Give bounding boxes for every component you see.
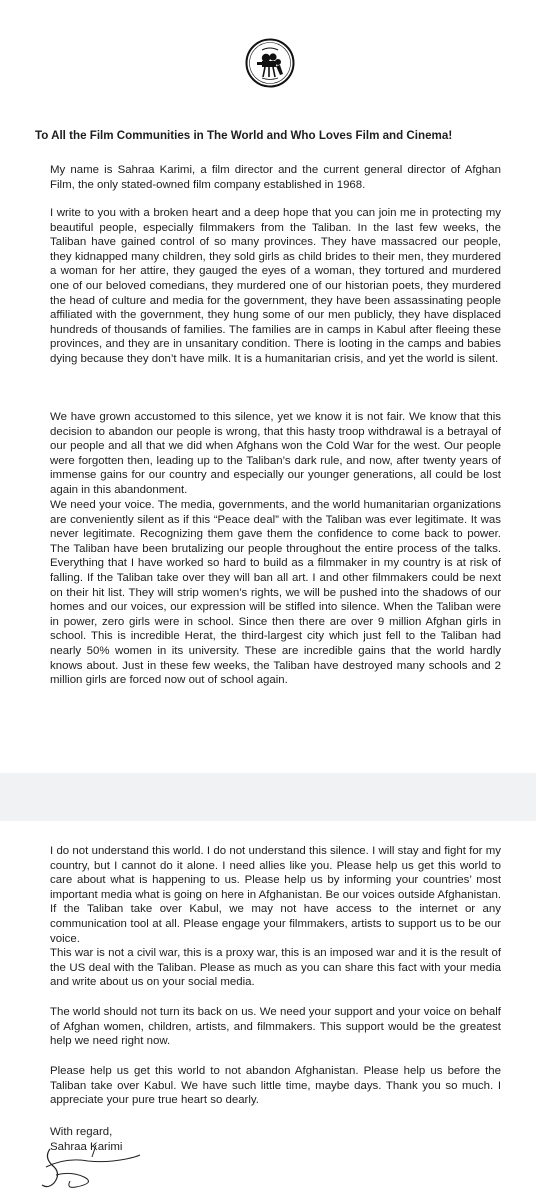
letter-closing [50,1125,122,1155]
paragraph-need-your-voice: We need your voice. The media, governments, and the world humanitarian organizations are conveniently silent as if this “Peace deal” with the Taliban was ever legitimate. It was never legitimate. Recognizing them gave them the confidence to come back to power. The Taliban have been brutalizing our people throughout the entire process of the talks. Everything that I have worked so hard to build as a filmmaker in my country is at risk of falling. If the Taliban take over they will ban all art. I and other filmmakers could be next on their hit list. They will strip women’s rights, we will be pushed into the shadows of our homes and our voices, our expression will be stifled into silence. When the Taliban were in power, zero girls were in school. Since then there are over 9 million Afghan girls in school. This is incredible Herat, the third-largest city which just fell to the Taliban had nearly 50% women in its university. These are incredible gains that the world hardly knows about. Just in these few weeks, the Taliban have destroyed many schools and 2 million girls are forced now out of school again. [50,499,501,687]
paragraph-broken-heart: I write to you with a broken heart and a deep hope that you can join me in protecting my beautiful people, especially filmmakers from the Taliban. In the last few weeks, the Taliban have gained control of so many provinces. They have massacred our people, they kidnapped many children, they sold girls as child brides to their men, they murdered a woman for her attire, they gauged the eyes of a woman, they tortured and murdered one of our beloved comedians, they murdered one of our historian poets, they murdered the head of culture and media for the government, they have been assassinating people affiliated with the government, they hung some of our men publicly, they have displaced hundreds of thousands of families. The families are in camps in Kabul after fleeing these provinces, and they are in unsanitary condition. There is looting in the camps and babies dying because they don’t have milk. It is a humanitarian crisis, and yet the world is silent. [50,207,501,365]
paragraph-introduction: My name is Sahraa Karimi, a film director and the current general director of Afghan Film, the only stated-owned film company established in 1968. [50,164,501,191]
paragraph-please-help: Please help us get this world to not abandon Afghanistan. Please help us before the Taliban take over Kabul. We have such little time, maybe days. Thank you so much. I appreciate your pure true heart so dearly. [50,1065,501,1107]
paragraph-support: The world should not turn its back on us. We need your support and your voice on behalf of Afghan women, children, artists, and filmmakers. This support would be the greatest help we need right now. [50,1006,501,1048]
paragraph-silence: We have grown accustomed to this silence, yet we know it is not fair. We know that this decision to abandon our people is wrong, that this hasty troop withdrawal is a betrayal of our people and all that we did when Afghans won the Cold War for the west. Our people were forgotten then, leading up to the Taliban’s dark rule, and now, after twenty years of immense gains for our country and especially our younger generations, all could be lost again in this abandonment. [50,411,501,496]
signature-name: Sahraa Karimi [50,1141,123,1153]
paragraph-proxy-war: This war is not a civil war, this is a proxy war, this is an imposed war and it is the result of the US deal with the Taliban. Please as much as you can share this fact with your media and write about us on your social media. [50,947,501,989]
afghan-film-logo [245,38,295,88]
closing-salutation: With regard, [50,1126,113,1138]
page-separator [0,773,536,821]
letter-heading: To All the Film Communities in The World and Who Loves Film and Cinema! [35,129,453,142]
paragraph-do-not-understand: I do not understand this world. I do not understand this silence. I will stay and fight for my country, but I cannot do it alone. I need allies like you. Please help us get this world to care about what is happening to us. Please help us by informing your countries’ most important media what is going on here in Afghanistan. Be our voices outside Afghanistan. If the Taliban take over Kabul, we may not have access to the internet or any communication tool at all. Please engage your filmmakers, artists to support us to be our voice. [50,845,501,945]
